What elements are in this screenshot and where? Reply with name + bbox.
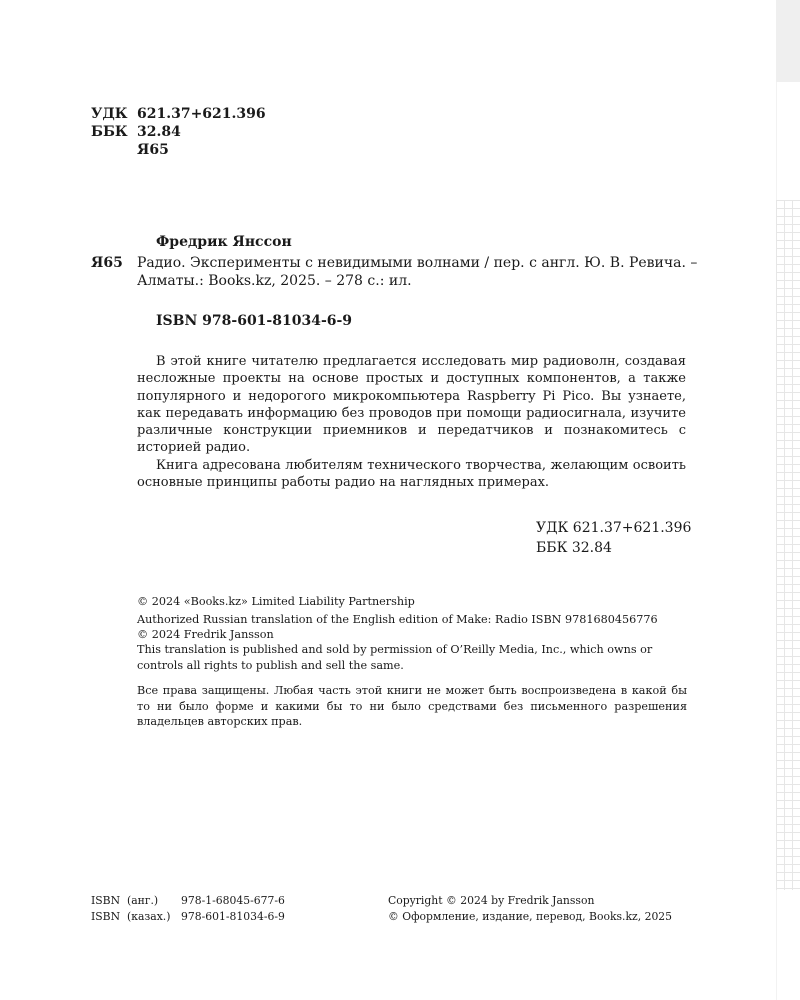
- copyright-line-1: Copyright © 2024 by Fredrik Jansson: [388, 894, 595, 907]
- isbn-kazakh-number: 978-601-81034-6-9: [181, 910, 285, 923]
- bbk-value: 32.84: [137, 124, 181, 140]
- udk-value: 621.37+621.396: [137, 106, 266, 122]
- copyright-author: © 2024 Fredrik Jansson: [137, 628, 274, 641]
- bbk-repeat: ББК 32.84: [536, 540, 612, 556]
- page-edge-shade: [776, 0, 800, 82]
- author-mark-row: [91, 142, 169, 158]
- isbn-kazakh-edition: (казах.): [127, 910, 171, 923]
- permission-notice: This translation is published and sold by permission of O’Reilly Media, Inc., which owns or controls all rights to publish and sell the same.: [137, 643, 653, 672]
- isbn-english-number: 978-1-68045-677-6: [181, 894, 285, 907]
- bbk-label: ББК: [91, 124, 128, 140]
- authorized-translation: Authorized Russian translation of the English edition of Make: Radio ISBN 9781680456776: [137, 613, 658, 626]
- udk-label: УДК: [91, 106, 128, 122]
- entry-code: Я65: [91, 255, 123, 271]
- isbn-english-edition: (анг.): [127, 894, 159, 907]
- isbn-kazakh-label: ISBN: [91, 910, 121, 923]
- author-mark-value: Я65: [137, 142, 169, 158]
- copyright-line-2: © Оформление, издание, перевод, Books.kz, 2025: [388, 910, 673, 923]
- bottom-copyright-block: [388, 893, 672, 925]
- isbn-english-label: ISBN: [91, 894, 121, 907]
- isbn-kazakh: [91, 909, 285, 925]
- rights-notice: Все права защищены. Любая часть этой книги не может быть воспроизведена в какой бы то ни было форме и какими бы то ни было средствами без письменного разрешения владельцев авторских прав.: [137, 684, 687, 728]
- author-name: Фредрик Янссон: [156, 234, 292, 250]
- udk-repeat: УДК 621.37+621.396: [536, 520, 692, 536]
- isbn-english: [91, 893, 285, 909]
- entry-line-1: Радио. Эксперименты с невидимыми волнами / пер. с англ. Ю. В. Ревича. –: [137, 255, 698, 271]
- abstract: [137, 353, 686, 491]
- abstract-paragraph-2: Книга адресована любителям технического творчества, желающим освоить основные принципы работы радио на наглядных примерах.: [137, 457, 686, 491]
- isbn-main: ISBN 978-601-81034-6-9: [156, 313, 353, 329]
- bottom-isbn-block: [91, 893, 285, 925]
- entry-line-2: Алматы.: Books.kz, 2025. – 278 с.: ил.: [137, 273, 412, 289]
- abstract-paragraph-1: В этой книге читателю предлагается исследовать мир радиоволн, создавая несложные проекты на основе простых и доступных компонентов, а также популярного и недорогого микрокомпьютера Raspberry Pi Pico. Вы узнаете, как передавать информацию без проводов при помощи радиосигнала, изучите различные конструкции приемников и передатчиков и познакомитесь с историей радио.: [137, 354, 686, 456]
- page-edge-grid: [776, 200, 800, 890]
- classification-repeat: [536, 518, 691, 558]
- copyright-publisher: © 2024 «Books.kz» Limited Liability Partnership: [137, 595, 415, 608]
- udk-row: [91, 106, 266, 122]
- bbk-row: [91, 124, 181, 140]
